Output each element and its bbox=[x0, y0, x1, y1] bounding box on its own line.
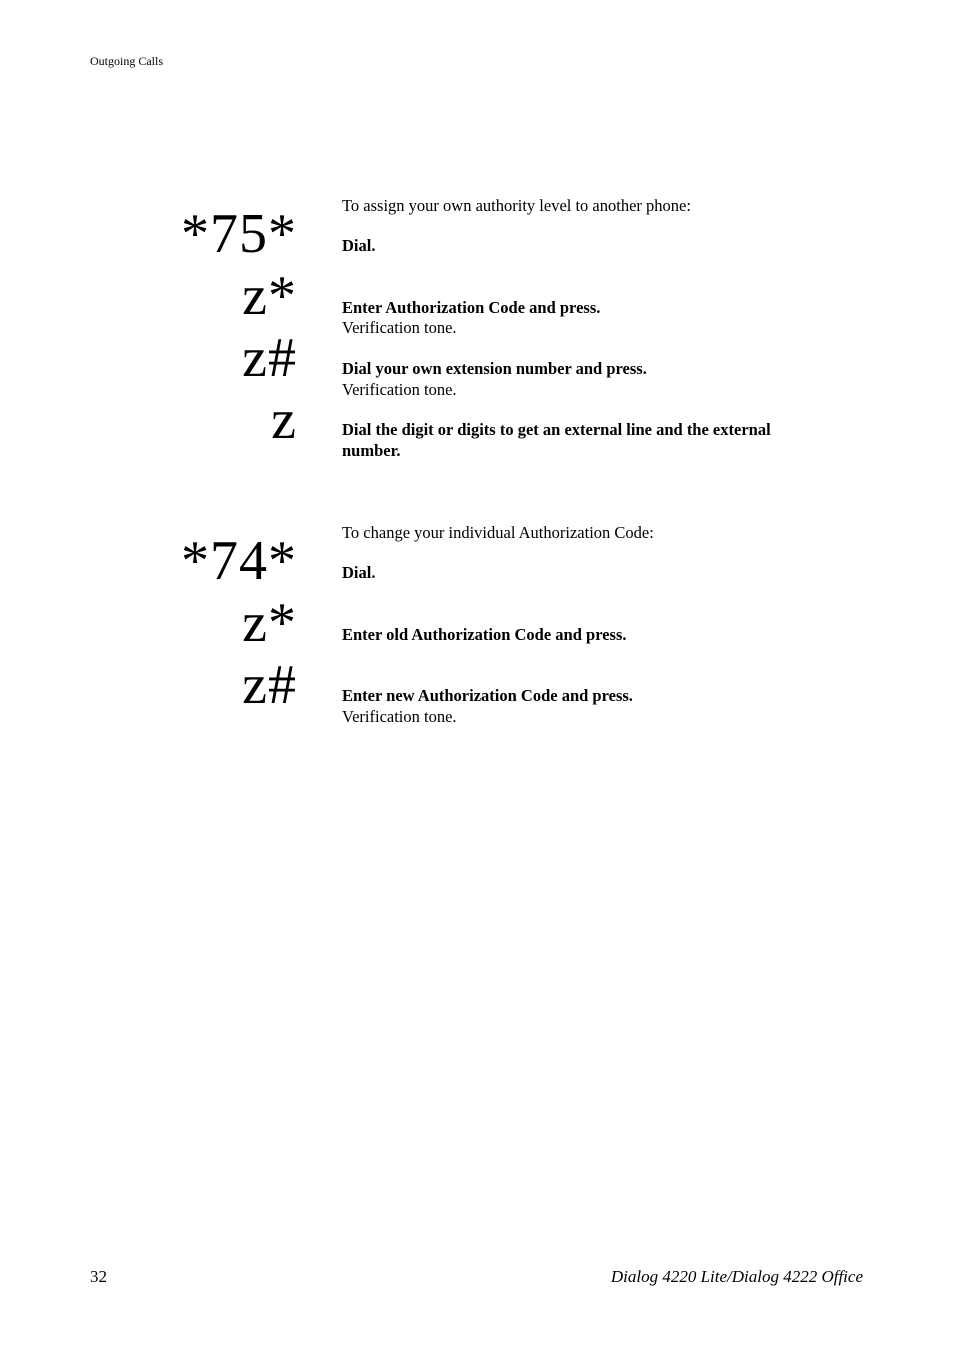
document-title: Dialog 4220 Lite/Dialog 4222 Office bbox=[610, 1267, 863, 1286]
step-dial-instruction: Dial. bbox=[342, 236, 376, 255]
step-enter-code-instruction: Enter Authorization Code and press. bbox=[342, 298, 601, 317]
key-code-z: z bbox=[271, 389, 297, 451]
step-external-instruction: Dial the digit or digits to get an external line and the external number. bbox=[342, 420, 771, 460]
step-enter-code-note: Verification tone. bbox=[342, 318, 457, 337]
key-code-74: *74* bbox=[181, 530, 297, 592]
running-header: Outgoing Calls bbox=[90, 54, 164, 68]
key-code-75: *75* bbox=[181, 203, 297, 265]
page-number: 32 bbox=[90, 1267, 107, 1286]
key-code-z-hash: z# bbox=[242, 327, 297, 389]
step-dial-instruction: Dial. bbox=[342, 563, 376, 582]
step-extension-note: Verification tone. bbox=[342, 380, 457, 399]
step-new-code-instruction: Enter new Authorization Code and press. bbox=[342, 686, 633, 705]
step-old-code-instruction: Enter old Authorization Code and press. bbox=[342, 625, 627, 644]
key-code-z-star: z* bbox=[242, 592, 297, 654]
key-code-z-hash: z# bbox=[242, 654, 297, 716]
section1-intro: To assign your own authority level to another phone: bbox=[342, 196, 691, 215]
section2-intro: To change your individual Authorization Code: bbox=[342, 523, 654, 542]
step-extension-instruction: Dial your own extension number and press. bbox=[342, 359, 647, 378]
key-code-z-star: z* bbox=[242, 265, 297, 327]
step-new-code-note: Verification tone. bbox=[342, 707, 457, 726]
